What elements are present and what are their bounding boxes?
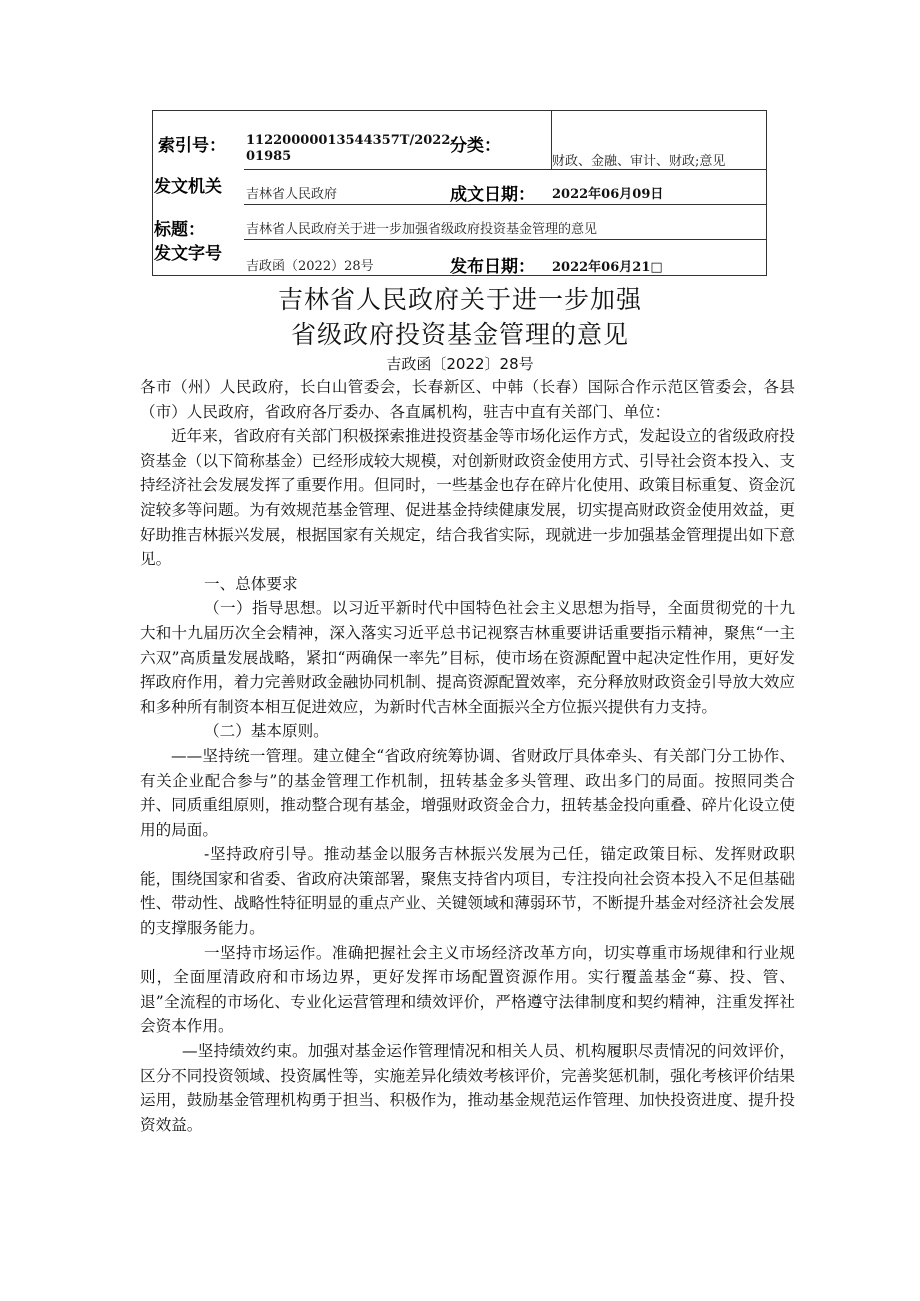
principle-paragraph: —坚持绩效约束。加强对基金运作管理情况和相关人员、机构履职尽责情况的问效评价，区分不同投资领域、投资属性等，实施差异化绩效考核评价，完善奖惩机制，强化考核评价结果运用，鼓励基金管理机构勇于担当、积极作为，推动基金规范运作管理、加快投资进度、提升投资效益。 — [140, 1042, 795, 1134]
issuer-label: 发文机关 — [154, 177, 222, 196]
metadata-table — [152, 110, 767, 276]
section-heading: 一、总体要求 — [204, 574, 298, 593]
document-number: 吉政函〔2022〕28号 — [386, 355, 534, 373]
index-label: 索引号： — [158, 136, 226, 156]
docno-value: 吉政函（2022）28号 — [246, 259, 374, 274]
title-label: 标题： — [154, 220, 205, 240]
principle-paragraph: 一坚持市场运作。准确把握社会主义市场经济改革方向，切实尊重市场规律和行业规则，全面厘清政府和市场边界，更好发挥市场配置资源作用。实行覆盖基金“募、投、管、退”全流程的市场化、专业化运营管理和绩效评价，严格遵守法律制度和契约精神，注重发挥社会资本作用。 — [140, 943, 795, 1036]
document-title-line1: 吉林省人民政府关于进一步加强 — [277, 285, 642, 314]
publish-date-label: 发布日期： — [450, 257, 535, 277]
publish-date-value: 2022年06月21□ — [552, 260, 663, 275]
written-date-label: 成文日期： — [450, 185, 535, 205]
index-value — [246, 133, 456, 165]
basic-principles-heading: （二）基本原则。 — [204, 722, 329, 741]
issuer-value: 吉林省人民政府 — [246, 187, 338, 202]
category-label: 分类： — [450, 136, 501, 156]
title-value: 吉林省人民政府关于进一步加强省级政府投资基金管理的意见 — [246, 222, 598, 237]
index-value-line1: 11220000013544357T/2022- — [246, 133, 456, 148]
index-value-line2: 01985 — [246, 149, 292, 164]
table-right-border — [766, 111, 767, 275]
docno-label: 发文字号 — [154, 244, 222, 264]
table-row-divider — [244, 169, 767, 170]
intro-paragraph: 近年来，省政府有关部门积极探索推进投资基金等市场化运作方式，发起设立的省级政府投资基金（以下简称基金）已经形成较大规模，对创新财政资金使用方式、引导社会资本投入、支持经济社会发展发挥了重要作用。但同时，一些基金也存在碎片化使用、政策目标重复、资金沉淀较多等问题。为有效规范基金管理、促进基金持续健康发展，切实提高财政资金使用效益，更好助推吉林振兴发展，根据国家有关规定，结合我省实际，现就进一步加强基金管理提出如下意见。 — [140, 427, 795, 569]
document-title-line2: 省级政府投资基金管理的意见 — [290, 320, 629, 349]
table-row-divider — [244, 239, 767, 240]
document-body — [140, 375, 795, 1137]
written-date-value: 2022年06月09日 — [552, 187, 664, 202]
guiding-paragraph: （一）指导思想。以习近平新时代中国特色社会主义思想为指导，全面贯彻党的十九大和十九届历次全会精神，深入落实习近平总书记视察吉林重要讲话重要指示精神，聚焦“一主六双”高质量发展战略，紧扣“两确保一率先”目标，使市场在资源配置中起决定性作用，更好发挥政府作用，着力完善财政金融协同机制、提高资源配置效率，充分释放财政资金引导放大效应和多种所有制资本相互促进效应，为新时代吉林全面振兴全方位振兴提供有力支持。 — [140, 599, 795, 716]
principle-paragraph: -坚持政府引导。推动基金以服务吉林振兴发展为己任，锚定政策目标、发挥财政职能，围绕国家和省委、省政府决策部署，聚焦支持省内项目，专注投向社会资本投入不足但基础性、带动性、战略性特征明显的重点产业、关键领域和薄弱环节，不断提升基金对经济社会发展的支撑服务能力。 — [140, 845, 795, 938]
principle-paragraph: ——坚持统一管理。建立健全“省政府统筹协调、省财政厅具体牵头、有关部门分工协作、有关企业配合参与”的基金管理工作机制，扭转基金多头管理、政出多门的局面。按照同类合并、同质重组原则，推动整合现有基金，增强财政资金合力，扭转基金投向重叠、碎片化设立使用的局面。 — [140, 746, 795, 839]
addressee-paragraph: 各市（州）人民政府，长白山管委会，长春新区、中韩（长春）国际合作示范区管委会，各县（市）人民政府，省政府各厅委办、各直属机构，驻吉中直有关部门、单位： — [140, 378, 795, 421]
category-value: 财政、金融、审计、财政;意见 — [552, 154, 726, 169]
table-left-border — [152, 111, 153, 275]
